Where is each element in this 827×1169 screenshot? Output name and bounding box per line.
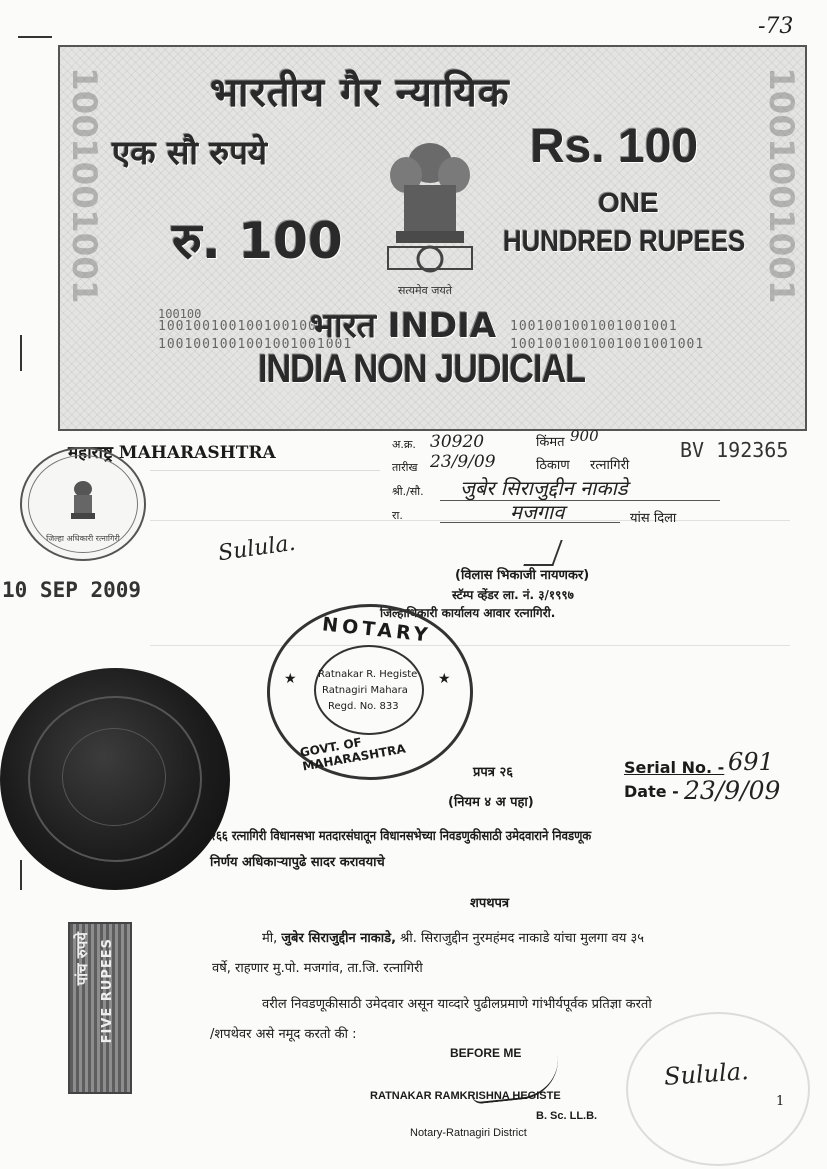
margin-mark	[20, 860, 22, 890]
stamp-title-hindi: भारतीय गैर न्यायिक	[210, 70, 510, 116]
serial-number: BV 192365	[680, 438, 789, 462]
stamp-pattern-line: 1001001001001001001	[158, 319, 326, 334]
stamp-pattern-line: 1001001001001001001001	[158, 337, 353, 352]
date-value: 23/9/09	[430, 452, 496, 472]
embossed-notary-seal	[0, 668, 230, 890]
faint-ruled-line	[150, 470, 380, 471]
form-number: प्रपत्र २६	[473, 765, 514, 780]
date-field-value: 23/9/09	[684, 776, 781, 805]
form-heading-line: २६६ रत्नागिरी विधानसभा मतदारसंघातून विधानसभेच्या निवडणुकीसाठी उमेदवाराने निवडणूक	[210, 829, 592, 844]
price-label: किंमत	[536, 435, 565, 450]
vendor-stamp-line: (विलास भिकाजी नायणकर)	[455, 568, 590, 583]
vendor-stamp-line: स्टॅम्प व्हेंडर ला. नं. ३/१९९७	[452, 588, 574, 602]
form-heading-line: निर्णय अधिकाऱ्यापुढे सादर करावयाचे	[210, 855, 385, 870]
revenue-stamp-english: FIVE RUPEES	[100, 938, 115, 1044]
notary-seal-regd: Regd. No. 833	[328, 701, 399, 712]
paragraph-line	[262, 928, 644, 946]
margin-mark	[18, 36, 52, 38]
notary-seal	[267, 604, 473, 780]
buyer-address-label: रा.	[392, 509, 403, 522]
date-label: तारीख	[392, 461, 418, 474]
page-number: 1	[776, 1094, 785, 1109]
sr-label: अ.क्र.	[392, 438, 416, 451]
stamp-country: भारत INDIA	[310, 306, 497, 346]
buyer-name-label: श्री./सौ.	[392, 485, 424, 498]
serial-no-value: 691	[728, 748, 774, 776]
paragraph-pre: मी,	[262, 931, 282, 946]
buyer-name-value: जुबेर सिराजुद्दीन नाकाडे	[460, 476, 628, 500]
buyer-address-line	[440, 522, 620, 523]
paragraph-line: /शपथेवर असे नमूद करतो की :	[210, 1027, 357, 1042]
form-rule: (नियम ४ अ पहा)	[448, 795, 534, 810]
stamp-motto: सत्यमेव जयते	[398, 284, 453, 297]
place-value: रत्नागिरी	[590, 458, 630, 473]
star-icon: ★	[284, 671, 297, 687]
star-icon: ★	[438, 671, 451, 687]
stamp-left-value: रु. 100	[172, 212, 343, 270]
signature: Sulula.	[663, 1057, 750, 1091]
stamp-right-words-2: HUNDRED RUPEES	[503, 225, 746, 258]
candidate-name: जुबेर सिराजुद्दीन नाकाडे,	[281, 931, 397, 946]
paragraph-post: श्री. सिराजुद्दीन नुरमहंमद नाकाडे यांचा मुलगा वय ३५	[396, 931, 645, 946]
signature: Sulula.	[216, 530, 297, 567]
faint-seal	[626, 1012, 810, 1166]
given-label: यांस दिला	[630, 511, 677, 526]
affidavit-title: शपथपत्र	[470, 896, 510, 911]
sr-value: 30920	[430, 432, 485, 452]
date-field-label: Date -	[624, 782, 679, 801]
revenue-stamp	[68, 922, 132, 1094]
notary-seal-place: Ratnagiri Mahara	[322, 685, 408, 696]
stamp-pattern-line: 1001001001001001001	[510, 319, 678, 334]
vendor-stamp-line: जिल्हाधिकारी कार्यालय आवार रत्नागिरी.	[380, 606, 556, 620]
revenue-stamp-hindi: पांच रुपये	[73, 932, 91, 986]
vendor-signature-mark	[523, 540, 562, 566]
margin-mark	[20, 335, 22, 371]
buyer-address-value: मजगाव	[510, 500, 565, 524]
notary-seal-top: NOTARY	[321, 613, 433, 647]
faint-ruled-line	[150, 520, 790, 521]
price-value: 900	[570, 427, 599, 445]
place-label: ठिकाण	[536, 458, 570, 473]
faint-ruled-line	[150, 645, 790, 646]
stamp-footer: INDIA NON JUDICIAL	[258, 347, 586, 391]
notary-degree: B. Sc. LL.B.	[536, 1110, 598, 1122]
serial-no-label: Serial No. -	[624, 758, 725, 777]
state-label: महाराष्ट्र MAHARASHTRA	[68, 443, 276, 463]
paragraph-line: वर्षे, राहणार मु.पो. मजगांव, ता.जि. रत्नागिरी	[212, 961, 423, 976]
notary-name: RATNAKAR RAMKRISHNA HEGISTE	[370, 1090, 561, 1102]
handwritten-page-number: -73	[758, 14, 794, 39]
notary-seal-bottom: GOVT. OF MAHARASHTRA	[298, 735, 407, 774]
before-me-label: BEFORE ME	[450, 1046, 522, 1060]
stamp-right-words-1: ONE	[598, 187, 659, 218]
stamp-pattern-line: 100100	[158, 307, 202, 321]
stamp-pattern-line: 1001001001001001001001	[510, 337, 705, 352]
stamp-side-pattern-left: 1001001001	[64, 67, 104, 304]
paragraph-line: वरील निवडणूकीसाठी उमेदवार असून याव्दारे पुढीलप्रमाणे गांभीर्यपूर्वक प्रतिज्ञा करतो	[262, 997, 652, 1012]
notary-place: Notary-Ratnagiri District	[410, 1127, 527, 1139]
stamp-side-pattern-right: 1001001001	[761, 67, 801, 304]
date-stamp: 10 SEP 2009	[2, 578, 142, 602]
stamp-right-value: Rs. 100	[530, 120, 699, 173]
stamp-left-words: एक सौ रुपये	[112, 133, 268, 172]
district-officer-seal	[20, 447, 146, 561]
seal-text: जिल्हा अधिकारी रत्नागिरी	[46, 534, 120, 543]
stamp-paper	[58, 45, 807, 431]
buyer-name-line	[440, 500, 720, 501]
emblem-icon	[68, 479, 98, 523]
notary-seal-name: Ratnakar R. Hegiste	[318, 669, 418, 680]
national-emblem-icon	[378, 135, 482, 285]
